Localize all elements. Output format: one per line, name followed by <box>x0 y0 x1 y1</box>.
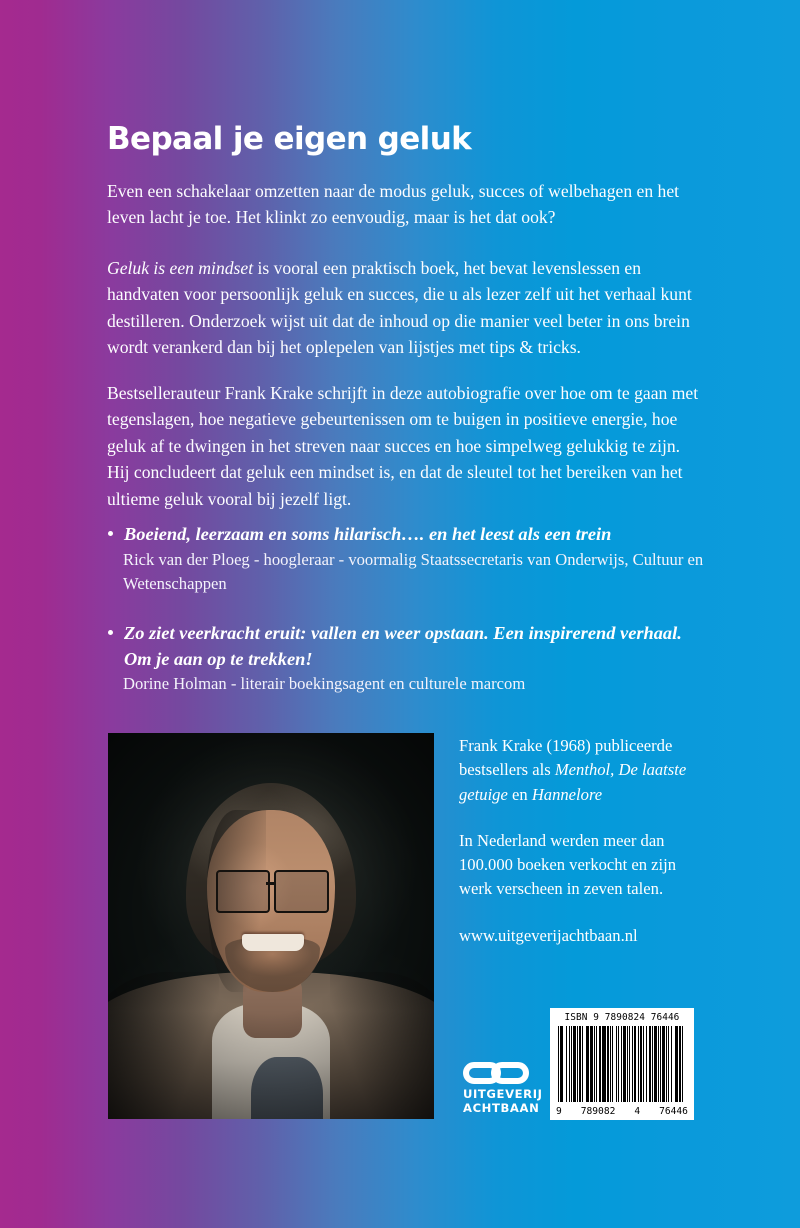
bullet-icon <box>108 630 113 635</box>
review-quote-1-line <box>107 522 707 548</box>
author-photo <box>108 733 434 1119</box>
photo-vignette <box>108 733 434 1119</box>
isbn-number-label: ISBN 9 7890824 76446 <box>564 1012 680 1023</box>
barcode-digit-group: 4 <box>634 1106 641 1117</box>
blurb-paragraph-3: Bestsellerauteur Frank Krake schrijft in deze autobiografie over hoe om te gaan met tegenslagen, hoe negatieve gebeurtenissen om te buigen in positieve energie, hoe geluk af te dwingen in het streven naar succes en hoe simpelweg gelukkig te zijn. Hij concludeert dat geluk een mindset is, en dat de sleutel tot het bereiken van het ultieme geluk vooral bij jezelf ligt. <box>107 382 699 509</box>
review-quote-2-text: Zo ziet veerkracht eruit: vallen en weer opstaan. Een inspirerend verhaal. Om je aan op te trekken! <box>124 623 682 669</box>
review-quote-1-text: Boeiend, leerzaam en soms hilarisch…. en het leest als een trein <box>124 524 612 544</box>
author-bio-paragraph-2: In Nederland werden meer dan 100.000 boeken verkocht en zijn werk verscheen in zeven talen. <box>459 830 677 899</box>
publisher-name-line-1: UITGEVERIJ <box>463 1087 543 1101</box>
author-bio-intro: Frank Krake (1968) publiceerde bestsellers als <box>459 736 673 780</box>
barcode-digit-group: 789082 <box>580 1106 616 1117</box>
review-quote-1 <box>107 522 707 596</box>
blurb-paragraph-1: Even een schakelaar omzetten naar de modus geluk, succes of welbehagen en het leven lacht je toe. Het klinkt zo eenvoudig, maar is het dat ook? <box>107 180 680 228</box>
author-bio-paragraph-1 <box>459 734 694 807</box>
author-book-title-2: Hannelore <box>531 784 603 804</box>
publisher-website-link[interactable]: www.uitgeverijachtbaan.nl <box>459 925 638 945</box>
barcode-bar <box>683 1026 686 1102</box>
barcode-digit-group: 9 <box>556 1106 562 1117</box>
review-quote-2-line <box>107 621 707 672</box>
barcode-bars <box>558 1026 686 1102</box>
isbn-barcode <box>550 1008 694 1120</box>
review-quote-2-source: Dorine Holman - literair boekingsagent en culturele marcom <box>123 674 526 693</box>
achtbaan-chain-icon <box>463 1062 529 1084</box>
book-title-italic: Geluk is een mindset <box>107 257 254 278</box>
publisher-logo <box>463 1062 543 1118</box>
author-book-titles: Menthol, De laatste getuige <box>459 760 687 804</box>
bullet-icon <box>108 531 113 536</box>
author-bio-conjunction: en <box>507 784 532 804</box>
barcode-digit-groups <box>556 1106 688 1117</box>
review-quote-2 <box>107 621 707 696</box>
blurb-paragraph-2 <box>107 255 704 361</box>
barcode-digit-group: 76446 <box>659 1106 688 1117</box>
author-bio <box>459 734 694 948</box>
publisher-name-line-2: ACHTBAAN <box>463 1101 540 1115</box>
chain-link-right-icon <box>491 1062 529 1084</box>
blurb-paragraph-2-rest: is vooral een praktisch boek, het bevat levenslessen en handvaten voor persoonlijk geluk en succes, die u als lezer zelf uit het verhaal kunt destilleren. Onderzoek wijst uit dat de inhoud op die manier veel beter in ons brein wordt verankerd dan bij het oplepelen van lijstjes met tips & tricks. <box>107 257 692 358</box>
page-title: Bepaal je eigen geluk <box>107 120 472 157</box>
review-quote-1-source: Rick van der Ploeg - hoogleraar - voormalig Staatssecretaris van Onderwijs, Cultuur en Wetenschappen <box>123 549 704 593</box>
